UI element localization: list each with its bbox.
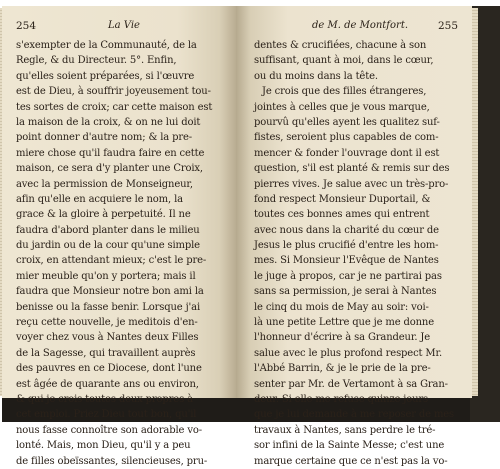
text-line: & qui je crois toutes deux propres à [16,393,193,405]
text-line: benisse ou la fasse benir. Lorsque j'ai [16,301,200,313]
right-page [236,6,472,467]
text-line: qu'elles soient préparées, si l'œuvre [16,70,195,82]
text-line: nous fasse connoître son adorable vo- [16,424,202,436]
text-line: des pauvres en ce Diocese, dont l'une [16,363,202,375]
text-line: s'exempter de la Communauté, de la [16,40,197,51]
text-line: grace & la gloire à perpetuité. Il ne [16,209,191,221]
text-line: de la Sagesse, qui travaillent auprès [16,347,196,359]
text-line: fond respect Monsieur Duportail, & [254,193,431,205]
text-line: l'honneur d'écrire à sa Grandeur. Je [254,332,431,344]
text-line: fistes, seroient plus capables de com- [254,132,439,144]
text-line: point donner d'autre nom; & la pre- [16,132,193,144]
text-line: suffisant, quant à moi, dans le cœur, [254,55,434,67]
right-page-number: 255 [437,20,458,32]
text-line: pierres vives. Je salue avec un très-pro- [254,178,449,190]
text-line: deur. Si elle me refuse quinze jours [254,393,429,405]
text-line: mier meuble qu'on y portera; mais il [16,270,196,282]
text-line: mes. Si Monsieur l'Evêque de Nantes [254,255,439,267]
right-page-edges [472,8,478,396]
left-page-text [16,38,226,469]
text-line: sans sa permission, je serai à Nantes [254,286,437,298]
text-line: question, s'il est planté & remis sur des [254,163,450,175]
text-line: le juge à propos, car je ne partirai pas [254,270,442,282]
text-line: le cinq du mois de May au soir: voi- [254,301,429,313]
left-running-head [16,20,226,36]
text-line: dentes & crucifiées, chacune à son [254,40,427,51]
text-line: afin qu'elle en acquiere le nom, la [16,193,183,205]
text-line: senter par Mr. de Vertamont à sa Gran- [254,378,448,390]
text-line: l'Abbé Barrin, & je le prie de la pre- [254,363,431,375]
text-line: tes sortes de croix; car cette maison est [16,101,213,113]
left-page-number: 254 [16,20,37,32]
text-line: de filles obeïssantes, silencieuses, pru- [16,455,208,467]
text-line: est âgée de quarante ans ou environ, [16,378,199,390]
text-line: que je lui demande à me reposer de mes [254,409,455,421]
text-line: lonté. Mais, mon Dieu, qu'il y a peu [16,440,191,452]
text-line: sor infini de la Sainte Messe; c'est une [254,440,445,452]
right-running-head [254,20,462,36]
text-line: travaux à Nantes, sans perdre le tré- [254,424,436,436]
text-line: reçu cette nouvelle, je meditois d'en- [16,317,198,329]
text-line: mencer & fonder l'ouvrage dont il est [254,147,440,159]
text-line: salue avec le plus profond respect Mr. [254,347,443,359]
text-line: avec la permission de Monseigneur, [16,178,193,190]
text-line: voyer chez vous à Nantes deux Filles [16,332,199,344]
text-line: Je crois que des filles étrangeres, [262,86,427,98]
text-line: la maison de la croix, & on ne lui doit [16,116,201,128]
right-page-text [254,38,462,469]
text-line: Jesus le plus crucifié d'entre les hom- [254,240,439,252]
right-running-title: de M. de Montfort. [312,20,409,31]
text-line: croix, en attendant mieux; c'est le pre- [16,255,207,267]
text-line: faudra d'abord planter dans le milieu [16,224,200,236]
text-line: pourvû qu'elles ayent les qualitez suf- [254,116,440,128]
text-line: jointes à celles que je vous marque, [254,101,430,113]
left-running-title: La Vie [108,20,140,31]
open-book [2,6,480,467]
text-line: maison, ce sera d'y planter une Croix, [16,163,203,175]
text-line: faudra que Monsieur notre bon ami la [16,286,204,298]
text-line: ou du moins dans la tête. [254,70,378,82]
text-line: cet emploi. Priez Dieu tout bon, qu'il [16,409,197,421]
text-line: est de Dieu, à souffrir joyeusement tou- [16,86,211,98]
text-line: du jardin ou de la cour qu'une simple [16,240,200,252]
text-line: Regle, & du Directeur. 5°. Enfin, [16,55,177,67]
text-line: miere chose qu'il faudra faire en cette [16,147,205,159]
text-line: marque certaine que ce n'est pas la vo- [254,455,448,467]
text-line: avec nous dans la charité du cœur de [254,224,439,236]
text-line: là une petite Lettre que je me donne [254,317,434,329]
text-line: toutes ces bonnes ames qui entrent [254,209,430,221]
left-page [2,6,236,467]
